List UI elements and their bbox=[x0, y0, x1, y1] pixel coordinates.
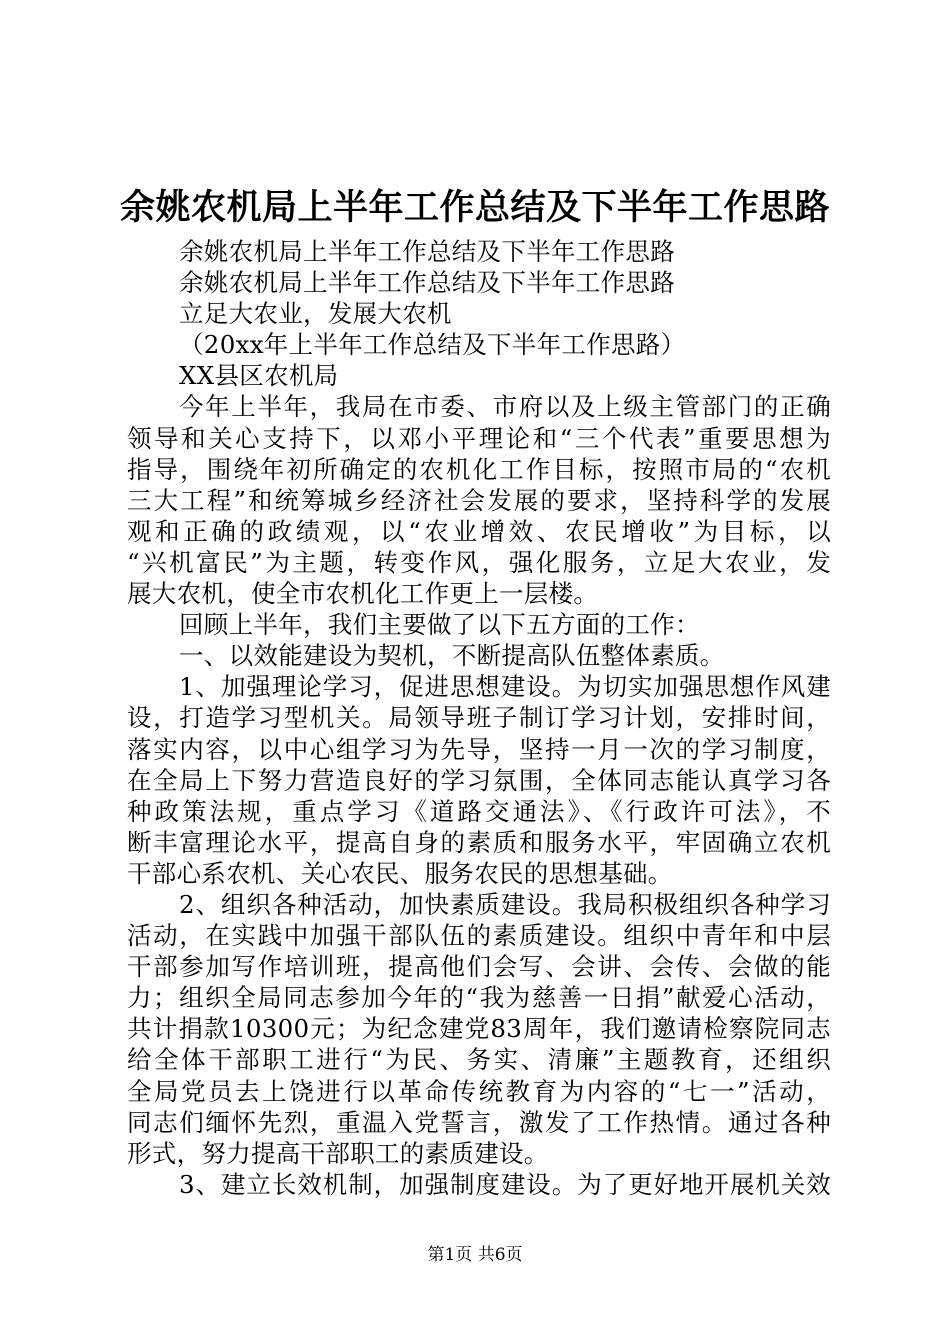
text-line: 余姚农机局上半年工作总结及下半年工作思路 bbox=[179, 237, 675, 266]
text-line: 立足大农业，发展大农机 bbox=[179, 299, 452, 329]
text-line: 共计捐款10300元；为纪念建党83周年，我们邀请检察院同志 bbox=[127, 1014, 831, 1044]
text-line: 回顾上半年，我们主要做了以下五方面的工作： bbox=[179, 610, 700, 640]
document-body bbox=[127, 236, 831, 1200]
text-line: 干部参加写作培训班，提高他们会写、会讲、会传、会做的能 bbox=[127, 952, 831, 982]
text-line: 活动，在实践中加强干部队伍的素质建设。组织中青年和中层 bbox=[127, 921, 831, 951]
document-title: 余姚农机局上半年工作总结及下半年工作思路 bbox=[119, 187, 830, 228]
text-line: （20xx年上半年工作总结及下半年工作思路） bbox=[179, 330, 686, 360]
text-line: 设，打造学习型机关。局领导班子制订学习计划，安排时间， bbox=[127, 703, 831, 733]
text-line: 三大工程”和统筹城乡经济社会发展的要求，坚持科学的发展 bbox=[127, 485, 831, 515]
text-line: 形式，努力提高干部职工的素质建设。 bbox=[127, 1138, 549, 1168]
text-line: 观和正确的政绩观，以“农业增效、农民增收”为目标，以 bbox=[127, 516, 831, 546]
text-line: 领导和关心支持下，以邓小平理论和“三个代表”重要思想为 bbox=[127, 423, 831, 453]
text-line: 同志们缅怀先烈，重温入党誓言，激发了工作热情。通过各种 bbox=[127, 1107, 831, 1137]
text-line: 给全体干部职工进行“为民、务实、清廉”主题教育，还组织 bbox=[127, 1045, 831, 1075]
text-line: 断丰富理论水平，提高自身的素质和服务水平，牢固确立农机 bbox=[127, 827, 831, 857]
text-line: “兴机富民”为主题，转变作风，强化服务，立足大农业，发 bbox=[127, 547, 831, 577]
text-line: 2、组织各种活动，加快素质建设。我局积极组织各种学习 bbox=[179, 889, 831, 919]
text-line: 全局党员去上饶进行以革命传统教育为内容的“七一”活动， bbox=[127, 1076, 831, 1106]
text-line: 展大农机，使全市农机化工作更上一层楼。 bbox=[127, 579, 599, 609]
text-line: 在全局上下努力营造良好的学习氛围，全体同志能认真学习各 bbox=[127, 765, 831, 795]
text-line: XX县区农机局 bbox=[179, 361, 339, 391]
page-number: 第1页 共6页 bbox=[427, 1245, 523, 1265]
text-line: 干部心系农机、关心农民、服务农民的思想基础。 bbox=[127, 858, 673, 888]
text-line: 指导，围绕年初所确定的农机化工作目标，按照市局的“农机 bbox=[127, 454, 831, 484]
text-line: 落实内容，以中心组学习为先导，坚持一月一次的学习制度， bbox=[127, 734, 831, 764]
text-line: 3、建立长效机制，加强制度建设。为了更好地开展机关效 bbox=[179, 1169, 831, 1199]
text-line: 1、加强理论学习，促进思想建设。为切实加强思想作风建 bbox=[179, 672, 831, 702]
text-line: 余姚农机局上半年工作总结及下半年工作思路 bbox=[179, 268, 675, 298]
text-line: 种政策法规，重点学习《道路交通法》、《行政许可法》，不 bbox=[127, 796, 831, 826]
text-line: 一、以效能建设为契机，不断提高队伍整体素质。 bbox=[179, 641, 725, 671]
text-line: 今年上半年，我局在市委、市府以及上级主管部门的正确 bbox=[179, 392, 831, 422]
text-line: 力；组织全局同志参加今年的“我为慈善一日捐”献爱心活动， bbox=[127, 983, 831, 1013]
